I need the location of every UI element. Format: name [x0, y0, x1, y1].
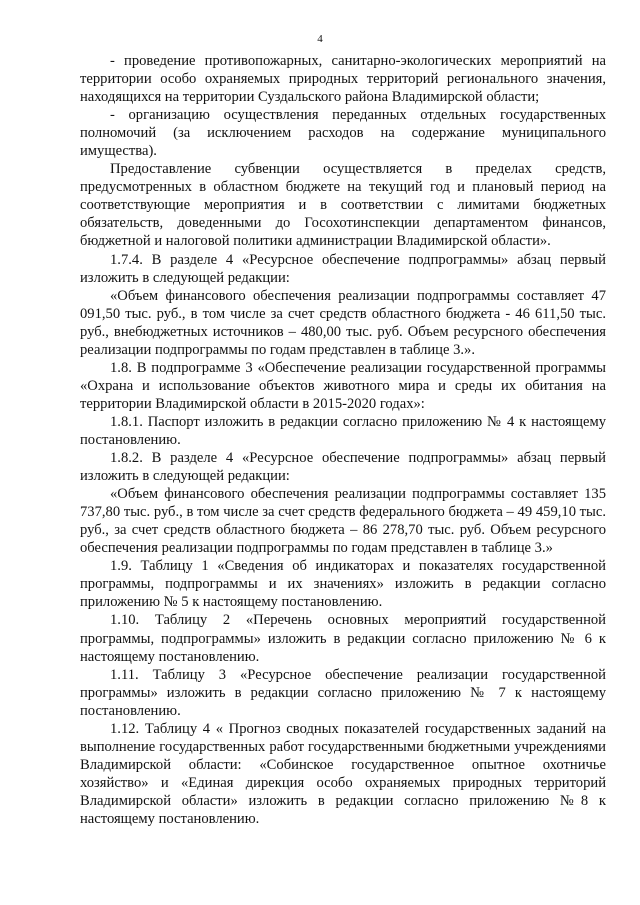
paragraph-1-8-2: 1.8.2. В разделе 4 «Ресурсное обеспечение подпрограммы» абзац первый изложить в следующей редакции: — [80, 450, 606, 485]
paragraph-funding-subprogram-2: «Объем финансового обеспечения реализации подпрограммы составляет 47 091,50 тыс. руб., в том числе за счет средств областного бюджета - 46 611,50 тыс. руб., внебюджетных источников – 480,00 тыс. руб. Объем ресурсного обеспечения реализации подпрограммы по годам представлен в таблице 3.». — [80, 287, 606, 358]
paragraph-funding-subprogram-3: «Объем финансового обеспечения реализации подпрограммы составляет 135 737,80 тыс. руб., в том числе за счет средств федерального бюджета – 49 459,10 тыс. руб., за счет средств областного бюджета – 86 278,70 тыс. руб. Объем ресурсного обеспечения реализации подпрограммы по годам представлен в таблице 3.» — [80, 486, 606, 557]
document-body — [80, 52, 606, 828]
paragraph-1-12: 1.12. Таблицу 4 « Прогноз сводных показателей государственных заданий на выполнение государственных работ государственными бюджетными учреждениями Владимирской области: «Собинское государственное опытное охотничье хозяйство» и «Единая дирекция особо охраняемых природных территорий Владимирской области» изложить в редакции согласно приложению №8 к настоящему постановлению. — [80, 720, 606, 827]
paragraph-1-8-1: 1.8.1. Паспорт изложить в редакции согласно приложению № 4 к настоящему постановлению. — [80, 413, 606, 448]
paragraph-fire-safety-measures: - проведение противопожарных, санитарно-экологических мероприятий на территории особо охраняемых природных территорий регионального значения, находящихся на территории Суздальского района Владимирской области; — [80, 53, 606, 106]
paragraph-1-8: 1.8. В подпрограмме 3 «Обеспечение реализации государственной программы «Охрана и использование объектов животного мира и среды их обитания на территории Владимирской области в 2015-2020 годах»: — [80, 359, 606, 412]
paragraph-1-11: 1.11. Таблицу 3 «Ресурсное обеспечение реализации государственной программы» изложить в редакции согласно приложению № 7 к настоящему постановлению. — [80, 666, 606, 719]
page-number: 4 — [317, 33, 323, 45]
paragraph-subvention: Предоставление субвенции осуществляется в пределах средств, предусмотренных в областном бюджете на текущий год и плановый период на соответствующие мероприятия и в соответствии с лимитами бюджетных обязательств, доведенными до Госохотинспекции департаментом финансов, бюджетной и налоговой политики администрации Владимирской области». — [80, 161, 606, 250]
paragraph-1-9: 1.9. Таблицу 1 «Сведения об индикаторах и показателях государственной программы, подпрограммы и их значениях» изложить в редакции согласно приложению № 5 к настоящему постановлению. — [80, 558, 606, 611]
paragraph-delegated-powers: - организацию осуществления переданных отдельных государственных полномочий (за исключением расходов на содержание муниципального имущества). — [80, 107, 606, 160]
paragraph-1-10: 1.10. Таблицу 2 «Перечень основных мероприятий государственной программы, подпрограммы» изложить в редакции согласно приложению № 6 к настоящему постановлению. — [80, 612, 606, 665]
paragraph-1-7-4: 1.7.4. В разделе 4 «Ресурсное обеспечение подпрограммы» абзац первый изложить в следующей редакции: — [80, 251, 606, 286]
